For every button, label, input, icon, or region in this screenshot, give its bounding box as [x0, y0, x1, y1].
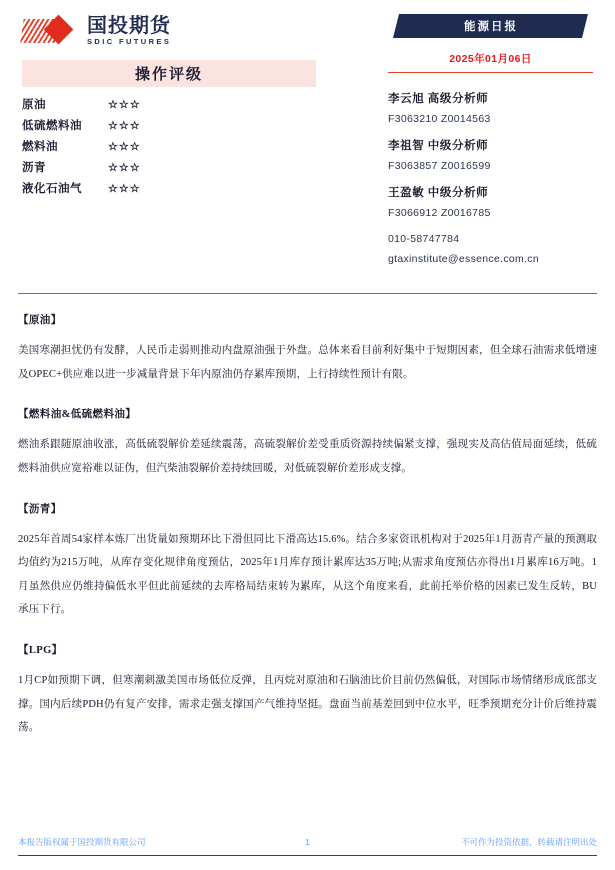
section-text: 美国寒潮担忧仍有发酵，人民币走弱则推动内盘原油强于外盘。总体来看目前利好集中于短期因素，但全球石油需求低增速及OPEC+供应难以进一步减量背景下年内原油仍存累库预期，上行持续性预计有限。 — [18, 345, 597, 380]
section-text: 燃油系跟随原油收涨，高低硫裂解价差延续震荡，高硫裂解价差受重质资源持续偏紧支撑，强现实及高估值局面延续，低硫燃料油供应宽裕难以证伪，但汽柴油裂解价差持续回暖，对低硫裂解价差形成支撑。 — [18, 439, 597, 474]
analyst-license-code: F3066912 Z0016785 — [388, 207, 491, 219]
report-footer — [18, 836, 597, 856]
section-text: 1月CP如预期下调，但寒潮刺激美国市场低位反弹，且丙烷对原油和石脑油比价目前仍然偏低，对国际市场情绪形成底部支撑。国内后续PDH仍有复产安排，需求走强支撑国产气维持坚挺。盘面当前基差回到中位水平，旺季预期充分计价后维持震荡。 — [18, 675, 597, 734]
rating-item-name: 燃料油 — [22, 141, 58, 153]
rating-stars-icon: ☆☆☆ — [108, 141, 141, 153]
rating-item-name: 液化石油气 — [22, 183, 82, 195]
rating-row — [22, 138, 316, 159]
section-heading: 【燃料油&低硫燃料油】 — [18, 409, 137, 421]
rating-title-band — [22, 60, 316, 87]
contact-email[interactable]: gtaxinstitute@essence.com.cn — [388, 253, 539, 265]
rating-item-name: 低硫燃料油 — [22, 120, 82, 132]
report-type-banner — [393, 14, 588, 38]
analyst-name: 李祖智 中级分析师 — [388, 140, 489, 152]
operation-rating-card — [22, 60, 316, 201]
rating-title: 操作评级 — [134, 67, 203, 83]
section-heading: 【原油】 — [18, 315, 62, 326]
report-date-wrap — [388, 49, 593, 73]
rating-list — [22, 96, 316, 201]
rating-row — [22, 159, 316, 180]
rating-item-name: 原油 — [22, 99, 46, 111]
rating-row — [22, 180, 316, 201]
report-body — [18, 312, 597, 760]
report-date: 2025年01月06日 — [449, 53, 532, 65]
analyst-name: 李云旭 高级分析师 — [388, 93, 489, 105]
brand-name-cn: 国投期货 — [87, 15, 171, 38]
rating-row — [22, 96, 316, 117]
report-type-label: 能源日报 — [463, 21, 518, 33]
header-right-column — [388, 14, 593, 273]
rating-stars-icon: ☆☆☆ — [108, 120, 141, 132]
header-divider — [18, 293, 597, 294]
section-crude-oil — [18, 312, 597, 386]
brand-logo — [22, 14, 171, 48]
logo-mark-icon — [22, 16, 80, 46]
rating-stars-icon: ☆☆☆ — [108, 162, 141, 174]
section-asphalt — [18, 501, 597, 623]
section-text: 2025年首周54家样本炼厂出货量如预期环比下滑但同比下滑高达15.6%。结合多家资讯机构对于2025年1月沥青产量的预测取均值约为215万吨，从库存变化规律角度预估，2025年1月库存预计累库达35万吨;从需求角度预估亦得出1月累库16万吨。1月虽然供应仍维持偏低水平但此前延续的去库格局结束转为累库，从这个角度来看，此前托举价格的因素已发生反转，BU承压下行。 — [18, 533, 597, 616]
section-lpg — [18, 642, 597, 740]
brand-name-en: SDIC FUTURES — [87, 37, 172, 47]
section-heading: 【沥青】 — [18, 503, 62, 515]
contact-phone: 010-58747784 — [388, 233, 460, 245]
rating-row — [22, 117, 316, 138]
report-header — [0, 0, 615, 285]
rating-stars-icon: ☆☆☆ — [108, 99, 141, 111]
rating-stars-icon: ☆☆☆ — [108, 183, 141, 195]
rating-item-name: 沥青 — [22, 162, 46, 174]
analyst-list — [388, 90, 593, 219]
footer-copyright: 本报告版权属于国投期货有限公司 — [18, 837, 146, 847]
analyst-name: 王盈敏 中级分析师 — [388, 187, 489, 199]
section-fuel-oil — [18, 406, 597, 480]
footer-page-number: 1 — [305, 837, 310, 847]
contact-block — [388, 233, 593, 265]
footer-disclaimer: 不可作为投资依据，转载请注明出处 — [460, 837, 597, 847]
analyst-license-code: F3063857 Z0016599 — [388, 160, 491, 172]
section-heading: 【LPG】 — [18, 645, 63, 656]
analyst-license-code: F3063210 Z0014563 — [388, 113, 491, 125]
brand-wordmark — [87, 16, 171, 46]
